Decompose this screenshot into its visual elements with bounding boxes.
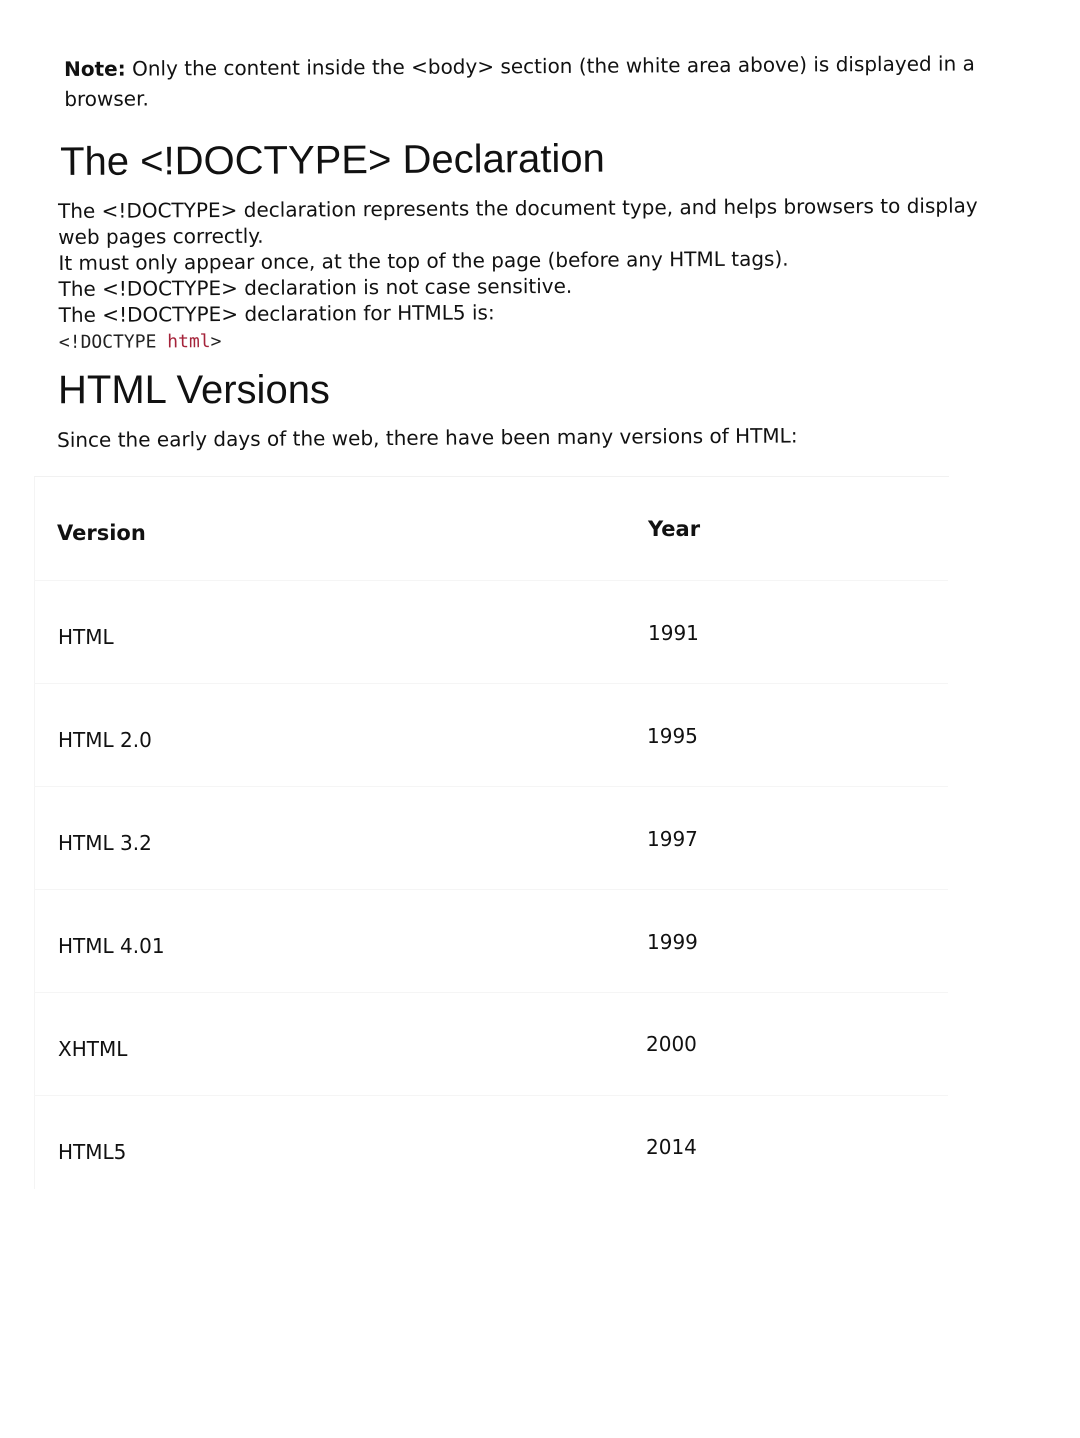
doctype-line-4: The <!DOCTYPE> declaration for HTML5 is: [58,300,495,327]
versions-heading: HTML Versions [58,368,330,412]
doctype-code-example [59,324,1019,356]
year-cell-html-4-01: 1999 [647,930,698,954]
year-cell-xhtml: 2000 [646,1032,697,1056]
doctype-line-3: The <!DOCTYPE> declaration is not case sensitive. [58,273,573,301]
version-cell-xhtml: XHTML [58,1037,128,1061]
row-separator [34,683,948,684]
versions-intro: Since the early days of the web, there have been many versions of HTML: [57,423,798,452]
doctype-heading: The <!DOCTYPE> Declaration [60,136,605,184]
table-frame [34,476,949,1189]
row-separator [34,1095,948,1096]
year-cell-html-2-0: 1995 [647,724,698,748]
note-text: Only the content inside the <body> section (the white area above) is displayed in a browser. [64,51,975,111]
version-cell-html5: HTML5 [58,1140,127,1164]
version-cell-html-2-0: HTML 2.0 [58,728,152,752]
row-separator [34,786,948,787]
note-paragraph [64,48,1014,114]
year-cell-html5: 2014 [646,1135,697,1159]
versions-table [34,476,950,1192]
code-tag: <!DOCTYPE [58,331,157,353]
version-cell-html-3-2: HTML 3.2 [58,831,152,855]
code-close: > [210,331,222,353]
row-separator [34,889,948,890]
version-cell-html-4-01: HTML 4.01 [58,934,165,958]
row-separator [34,992,948,993]
note-label: Note: [64,56,126,81]
doctype-line-1: The <!DOCTYPE> declaration represents the document type, and helps browsers to display web pages correctly. [58,193,978,249]
row-separator [34,580,948,581]
year-cell-html-3-2: 1997 [647,827,698,851]
code-attr: html [156,331,211,353]
header-year: Year [648,517,701,541]
doctype-paragraph [58,192,1019,356]
doctype-line-2: It must only appear once, at the top of the page (before any HTML tags). [58,246,789,275]
header-version: Version [57,521,146,545]
year-cell-html: 1991 [648,621,699,645]
version-cell-html: HTML [58,625,114,649]
